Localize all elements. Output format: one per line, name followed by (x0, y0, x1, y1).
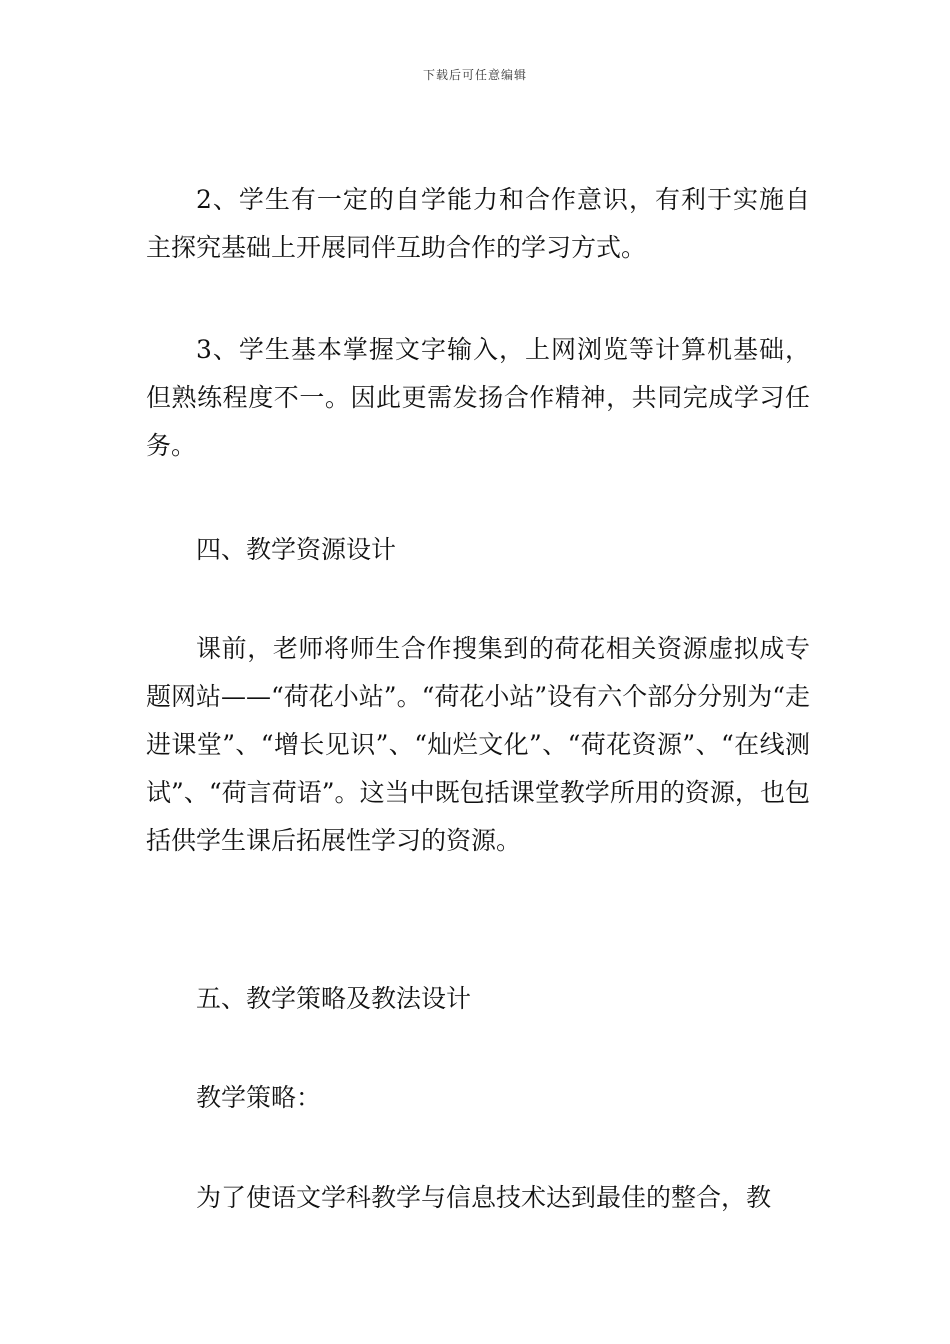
section-heading-resources: 四、教学资源设计 (196, 535, 397, 564)
header-note: 下载后可任意编辑 (422, 68, 527, 82)
paragraph-resource-design: 课前，老师将师生合作搜集到的荷花相关资源虚拟成专题网站——“荷花小站”。“荷花小站”设有六个部分分别为“走进课堂”、“增长见识”、“灿烂文化”、“荷花资源”、“在线测试”、“荷言荷语”。这当中既包括课堂教学所用的资源，也包括供学生课后拓展性学习的资源。 (146, 634, 810, 855)
paragraph-integration: 为了使语文学科教学与信息技术达到最佳的整合，教 (196, 1183, 772, 1212)
paragraph-computer-basics: 3、学生基本掌握文字输入，上网浏览等计算机基础，但熟练程度不一。因此更需发扬合作精神，共同完成学习任务。 (146, 335, 810, 460)
section-heading-strategy: 五、教学策略及教法设计 (196, 984, 472, 1013)
subheading-teaching-strategy: 教学策略： (196, 1083, 322, 1112)
paragraph-student-ability: 2、学生有一定的自学能力和合作意识，有利于实施自主探究基础上开展同伴互助合作的学习方式。 (146, 185, 810, 262)
